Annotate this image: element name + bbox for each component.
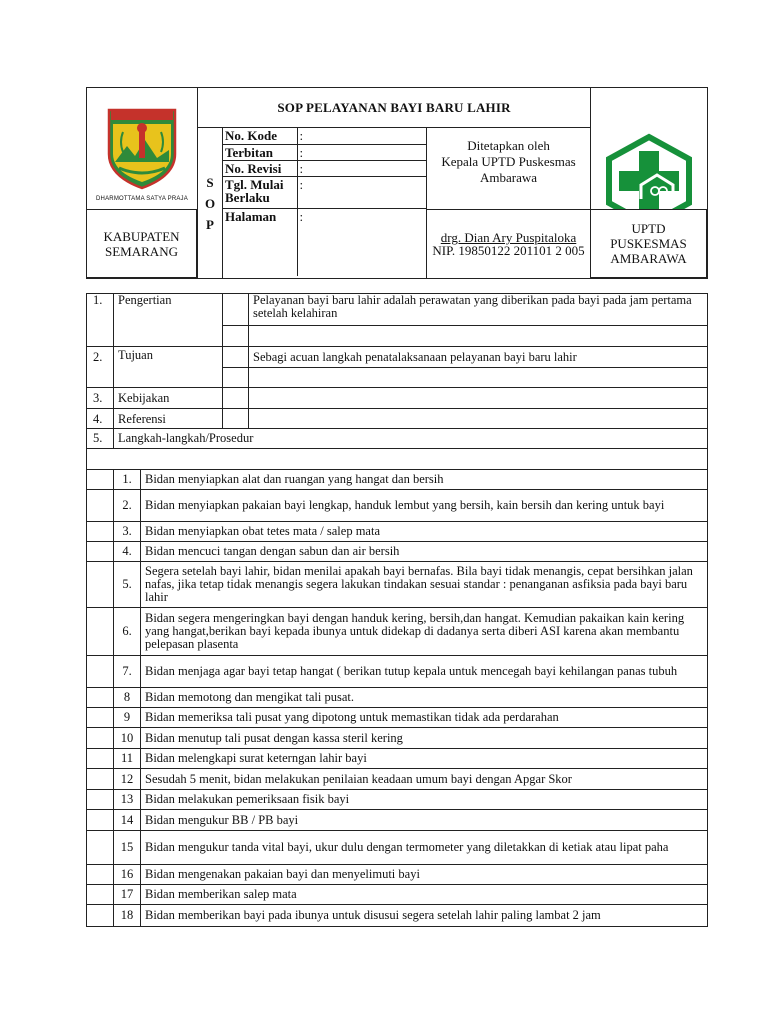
step-row xyxy=(87,790,708,810)
meta-label-kode: No. Kode xyxy=(223,128,297,144)
region-line-2: SEMARANG xyxy=(105,243,178,259)
step-text: Bidan menyiapkan alat dan ruangan yang hangat dan bersih xyxy=(141,470,708,490)
step-row xyxy=(87,608,708,656)
referensi-text xyxy=(249,409,708,429)
step-text: Bidan memeriksa tali pusat yang dipotong untuk memastikan tidak ada perdarahan xyxy=(141,708,708,728)
step-row xyxy=(87,749,708,769)
step-row xyxy=(87,769,708,790)
tujuan-num: 2. xyxy=(87,347,114,388)
referensi-label: Referensi xyxy=(114,409,223,429)
step-text: Bidan melakukan pemeriksaan fisik bayi xyxy=(141,790,708,810)
step-indent xyxy=(87,656,114,688)
kebijakan-label: Kebijakan xyxy=(114,388,223,409)
step-indent xyxy=(87,728,114,749)
step-row xyxy=(87,865,708,885)
pengertian-gap xyxy=(223,294,249,326)
signer-nip: NIP. 19850122 201101 2 005 xyxy=(432,243,585,258)
step-indent xyxy=(87,470,114,490)
step-row xyxy=(87,728,708,749)
step-number: 13 xyxy=(114,790,141,810)
step-text: Segera setelah bayi lahir, bidan menilai apakah bayi bernafas. Bila bayi tidak menangis, cepat bersihkan jalan nafas, jika tetap tidak menangis segera lakukan tindakan sesuai standar : penanganan asfiksia pada bayi baru lahir xyxy=(141,562,708,608)
signer-block xyxy=(427,210,591,279)
step-indent xyxy=(87,790,114,810)
step-number: 3. xyxy=(114,522,141,542)
step-number: 10 xyxy=(114,728,141,749)
sop-letter-s: S xyxy=(206,174,214,190)
step-number: 8 xyxy=(114,688,141,708)
region-label xyxy=(86,209,197,278)
meta-value-kode: : xyxy=(297,128,426,144)
step-indent xyxy=(87,810,114,831)
meta-value-terbitan: : xyxy=(297,144,426,160)
step-text: Bidan menyiapkan pakaian bayi lengkap, handuk lembut yang bersih, kain bersih dan kering untuk bayi xyxy=(141,490,708,522)
sop-letter-o: O xyxy=(204,195,216,211)
langkah-num: 5. xyxy=(87,429,114,449)
step-text: Bidan menutup tali pusat dengan kassa steril kering xyxy=(141,728,708,749)
pengertian-label: Pengertian xyxy=(114,294,223,347)
step-indent xyxy=(87,865,114,885)
step-text: Bidan segera mengeringkan bayi dengan handuk kering, bersih,dan hangat. Kemudian pakaikan kain kering yang hangat,berikan bayi kepada ibunya untuk didekap di dadanya serta diberi ASI karena akan membantu pelepasan plasenta xyxy=(141,608,708,656)
step-row xyxy=(87,542,708,562)
kebijakan-text xyxy=(249,388,708,409)
procedure-steps xyxy=(87,470,708,927)
step-row xyxy=(87,470,708,490)
tujuan-label: Tujuan xyxy=(114,347,223,388)
step-row xyxy=(87,656,708,688)
step-row xyxy=(87,831,708,865)
referensi-num: 4. xyxy=(87,409,114,429)
step-text: Bidan memberikan bayi pada ibunya untuk disusui segera setelah lahir paling lambat 2 jam xyxy=(141,905,708,927)
step-text: Bidan mengukur tanda vital bayi, ukur dulu dengan termometer yang diletakkan di ketiak atau lipat paha xyxy=(141,831,708,865)
step-indent xyxy=(87,522,114,542)
document-meta xyxy=(223,128,427,279)
step-indent xyxy=(87,608,114,656)
step-text: Bidan memberikan salep mata xyxy=(141,885,708,905)
ditetapkan-oleh xyxy=(427,128,591,210)
tujuan-blank xyxy=(249,368,708,388)
meta-value-berlaku: : xyxy=(297,176,426,208)
step-indent xyxy=(87,490,114,522)
step-number: 11 xyxy=(114,749,141,769)
step-number: 17 xyxy=(114,885,141,905)
step-row xyxy=(87,562,708,608)
step-number: 1. xyxy=(114,470,141,490)
step-indent xyxy=(87,688,114,708)
org-label xyxy=(590,209,707,278)
langkah-spacer xyxy=(87,449,708,470)
step-text: Bidan melengkapi surat keterngan lahir bayi xyxy=(141,749,708,769)
step-text: Sesudah 5 menit, bidan melakukan penilaian keadaan umum bayi dengan Apgar Skor xyxy=(141,769,708,790)
step-row xyxy=(87,688,708,708)
step-number: 16 xyxy=(114,865,141,885)
meta-label-berlaku: Tgl. Mulai Berlaku xyxy=(223,176,297,208)
step-number: 12 xyxy=(114,769,141,790)
pengertian-text: Pelayanan bayi baru lahir adalah perawatan yang diberikan pada bayi pada jam pertama setelah kelahiran xyxy=(249,294,708,326)
ditetapkan-line-3: Ambarawa xyxy=(480,170,538,185)
ditetapkan-line-2: Kepala UPTD Puskesmas xyxy=(441,154,576,169)
step-number: 6. xyxy=(114,608,141,656)
step-row xyxy=(87,522,708,542)
signer-name: drg. Dian Ary Puspitaloka xyxy=(440,230,577,245)
step-indent xyxy=(87,769,114,790)
langkah-label: Langkah-langkah/Prosedur xyxy=(114,429,708,449)
sop-vertical-letters xyxy=(198,128,223,279)
pengertian-gap-2 xyxy=(223,326,249,347)
step-indent xyxy=(87,708,114,728)
sop-title: SOP PELAYANAN BAYI BARU LAHIR xyxy=(198,88,591,128)
step-row xyxy=(87,905,708,927)
tujuan-gap xyxy=(223,347,249,368)
region-line-1: KABUPATEN xyxy=(103,228,180,244)
step-number: 9 xyxy=(114,708,141,728)
logo-caption: DHARMOTTAMA SATYA PRAJA xyxy=(96,196,188,202)
sop-content-table xyxy=(86,293,708,927)
tujuan-gap-2 xyxy=(223,368,249,388)
step-indent xyxy=(87,885,114,905)
step-indent xyxy=(87,831,114,865)
step-text: Bidan menjaga agar bayi tetap hangat ( berikan tutup kepala untuk mencegah bayi kehilangan panas tubuh xyxy=(141,656,708,688)
step-text: Bidan menyiapkan obat tetes mata / salep mata xyxy=(141,522,708,542)
kabupaten-semarang-emblem xyxy=(105,102,179,190)
step-number: 15 xyxy=(114,831,141,865)
org-line-1: UPTD xyxy=(631,221,666,236)
step-text: Bidan mencuci tangan dengan sabun dan air bersih xyxy=(141,542,708,562)
kebijakan-num: 3. xyxy=(87,388,114,409)
tujuan-text: Sebagi acuan langkah penatalaksanaan pelayanan bayi baru lahir xyxy=(249,347,708,368)
step-row xyxy=(87,490,708,522)
step-indent xyxy=(87,905,114,927)
step-text: Bidan memotong dan mengikat tali pusat. xyxy=(141,688,708,708)
step-number: 14 xyxy=(114,810,141,831)
meta-label-revisi: No. Revisi xyxy=(223,160,297,176)
step-row xyxy=(87,810,708,831)
step-indent xyxy=(87,542,114,562)
step-indent xyxy=(87,749,114,769)
sop-letter-p: P xyxy=(206,216,214,232)
org-line-2: PUSKESMAS xyxy=(610,236,687,251)
ditetapkan-line-1: Ditetapkan oleh xyxy=(467,138,550,153)
step-text: Bidan mengukur BB / PB bayi xyxy=(141,810,708,831)
meta-label-terbitan: Terbitan xyxy=(223,144,297,160)
step-number: 5. xyxy=(114,562,141,608)
step-row xyxy=(87,708,708,728)
step-number: 2. xyxy=(114,490,141,522)
meta-table xyxy=(223,128,426,276)
step-indent xyxy=(87,562,114,608)
step-number: 4. xyxy=(114,542,141,562)
meta-label-halaman: Halaman xyxy=(225,208,277,224)
org-line-3: AMBARAWA xyxy=(610,251,687,266)
step-number: 18 xyxy=(114,905,141,927)
step-text: Bidan mengenakan pakaian bayi dan menyelimuti bayi xyxy=(141,865,708,885)
referensi-gap xyxy=(223,409,249,429)
pengertian-blank xyxy=(249,326,708,347)
step-number: 7. xyxy=(114,656,141,688)
meta-value-revisi: : xyxy=(297,160,426,176)
step-row xyxy=(87,885,708,905)
kebijakan-gap xyxy=(223,388,249,409)
pengertian-num: 1. xyxy=(87,294,114,347)
meta-value-halaman: : xyxy=(297,208,426,276)
